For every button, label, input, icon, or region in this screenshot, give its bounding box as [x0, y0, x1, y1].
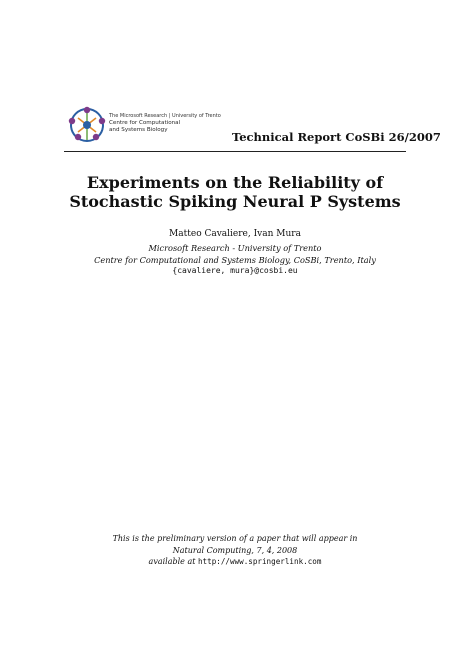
springerlink-url[interactable]: http://www.springerlink.com	[197, 557, 322, 566]
title-line-1: Experiments on the Reliability of	[86, 173, 384, 192]
note-line-1: This is the preliminary version of a paper that will appear in	[112, 534, 358, 543]
logo-wordmark	[109, 113, 221, 134]
paper-authors: Matteo Cavaliere, Ivan Mura	[169, 229, 301, 239]
affiliation-line-1: Microsoft Research - University of Trento	[148, 243, 322, 253]
title-line-2: Stochastic Spiking Neural P Systems	[69, 192, 401, 211]
cosbi-logo-icon	[66, 104, 108, 146]
author-email: {cavaliere, mura}@cosbi.eu	[172, 266, 298, 275]
note-available-at: available at	[148, 557, 196, 566]
header-divider	[64, 151, 406, 152]
logo-line-1: The Microsoft Research | University of Trento	[109, 113, 221, 119]
note-line-3	[64, 556, 406, 568]
affiliation-line-2: Centre for Computational and Systems Biology, CoSBi, Trento, Italy	[94, 255, 376, 265]
paper-title	[64, 173, 406, 211]
note-line-2: Natural Computing, 7, 4, 2008	[172, 545, 298, 555]
logo-line-3: and Systems Biology	[109, 127, 168, 133]
technical-report-label: Technical Report CoSBi 26/2007	[232, 130, 441, 144]
publication-note	[64, 533, 406, 568]
logo-line-2: Centre for Computational	[109, 120, 181, 126]
paper-affiliation	[64, 242, 406, 266]
